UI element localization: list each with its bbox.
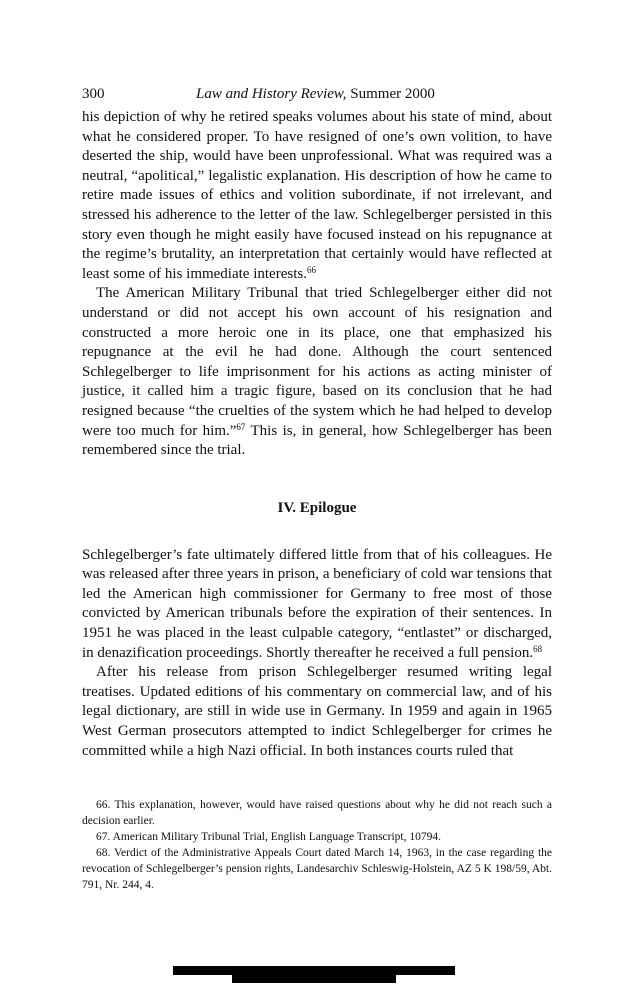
paragraph-text: his depiction of why he retired speaks volumes about his state of mind, about what he considered proper. To have resigned of one’s own volition, to have deserted the ship, would have been unprofessional. What was required was a neutral, “apolitical,” legalistic explanation. His description of how he came to retire made issues of ethics and volition subordinate, if not irrelevant, and stressed his adherence to the letter of the law. Schlegelberger persisted in this story even though he might easily have focused instead on his repugnance at the regime’s brutality, an interpretation that certainly would have reflected at least some of his immediate interests. bbox=[82, 109, 552, 282]
footnotes bbox=[82, 797, 552, 893]
footnote-ref-67: 67 bbox=[236, 421, 246, 432]
footnote-68: 68. Verdict of the Administrative Appeals Court dated March 14, 1963, in the case regarding the revocation of Schlegelberger’s pension rights, Landesarchiv Schleswig-Holstein, AZ 5 K 198/59, Abt. 791, Nr. 244, 4. bbox=[82, 847, 552, 892]
running-header bbox=[82, 84, 552, 104]
page bbox=[82, 84, 552, 893]
epilogue-paragraph-2 bbox=[82, 663, 552, 761]
body-paragraph-2 bbox=[82, 284, 552, 460]
paragraph-text: After his release from prison Schlegelberger resumed writing legal treatises. Updated editions of his commentary on commercial law, and of his legal dictionary, are still in wide use in Germany. In 1959 and again in 1965 West German prosecutors attempted to indict Schlegelberger for crimes he committed while a high Nazi official. In both instances courts ruled that bbox=[82, 664, 552, 759]
epilogue-paragraph-1 bbox=[82, 546, 552, 664]
redaction-bar-lower bbox=[232, 975, 396, 983]
footnote-ref-66: 66 bbox=[306, 264, 316, 275]
footnote-ref-68: 68 bbox=[533, 643, 543, 654]
paragraph-text: The American Military Tribunal that tried Schlegelberger either did not understand or did not accept his own account of his resignation and constructed a more heroic one in its place, one that emphasized his repugnance at the evil he had done. Although the court sentenced Schlegelberger to life imprisonment for his actions as acting minister of justice, it called him a tragic figure, based on its conclusion that he had resigned because “the cruelties of the system which he had helped to develop were too much for him.” bbox=[82, 285, 552, 439]
footnote-67: 67. American Military Tribunal Trial, English Language Transcript, 10794. bbox=[96, 831, 441, 844]
journal-citation bbox=[196, 84, 435, 104]
journal-issue: Summer 2000 bbox=[350, 86, 435, 102]
page-number: 300 bbox=[82, 86, 105, 102]
section-heading: IV. Epilogue bbox=[277, 499, 357, 516]
journal-title: Law and History Review, bbox=[196, 86, 347, 102]
redaction-bar bbox=[173, 966, 455, 975]
paragraph-text-continued: This is, in general, how Schlegelberger has been remembered since the trial. bbox=[82, 422, 552, 459]
body-paragraph-1 bbox=[82, 108, 552, 284]
footnote-66: 66. This explanation, however, would have raised questions about why he did not reach such a decision earlier. bbox=[82, 799, 552, 828]
paragraph-text: Schlegelberger’s fate ultimately differed little from that of his colleagues. He was released after three years in prison, a beneficiary of cold war tensions that led the American high commissioner for Germany to free most of those convicted by American tribunals before the expiration of their sentences. In 1951 he was placed in the least culpable category, “entlastet” or discharged, in denazification proceedings. Shortly thereafter he received a full pension. bbox=[82, 546, 552, 661]
